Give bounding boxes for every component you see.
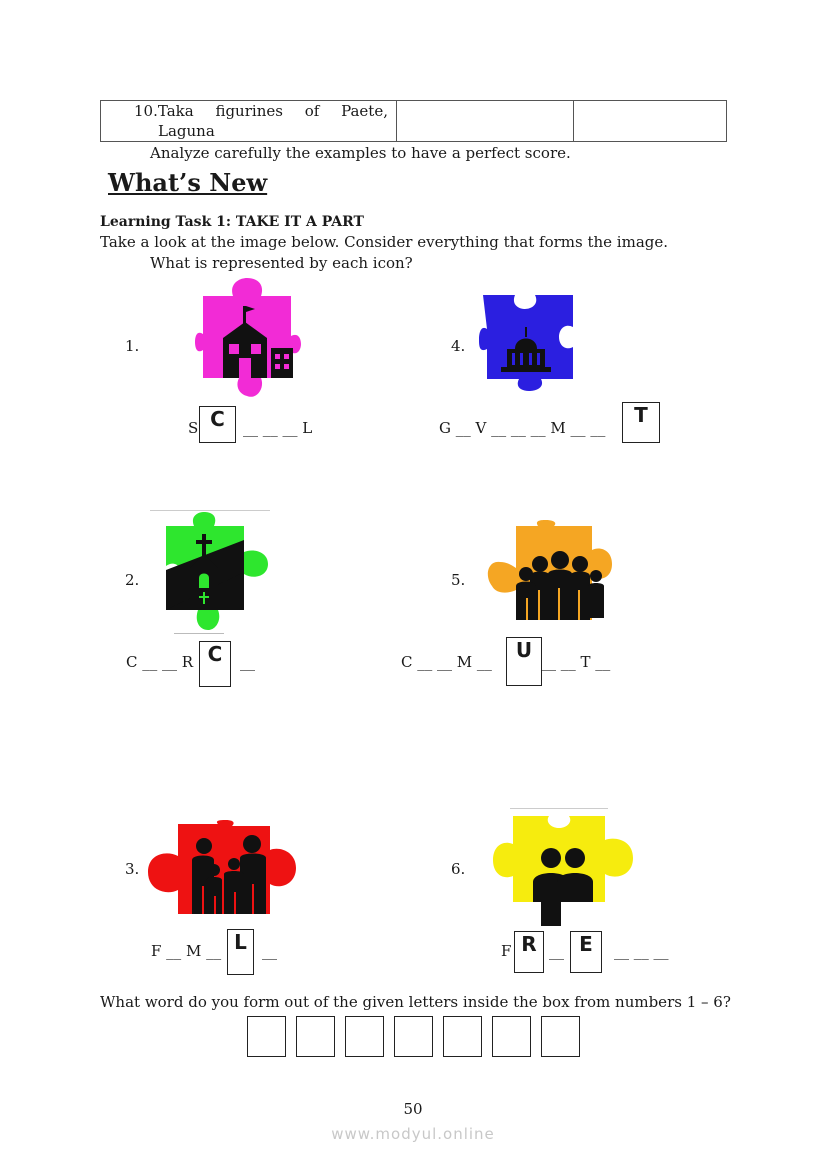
word-part: C __ __ R	[126, 653, 194, 671]
letter-box: C	[199, 406, 236, 443]
item-word: Taka	[157, 102, 194, 120]
answer-box[interactable]	[345, 1016, 384, 1057]
answer-box[interactable]	[247, 1016, 286, 1057]
word-part: S	[188, 419, 199, 437]
word-part: __ __ T __	[541, 653, 611, 671]
item-number: 2.	[125, 571, 140, 589]
page-number: 50	[403, 1100, 423, 1118]
school-icon	[195, 278, 301, 400]
divider	[174, 633, 224, 634]
word-part: __	[262, 942, 277, 960]
table-cell-line1	[134, 102, 388, 120]
item-number: 5.	[451, 571, 466, 589]
item-number: 4.	[451, 337, 466, 355]
item-number: 10.	[134, 102, 158, 120]
government-building-icon	[479, 291, 575, 391]
answer-box[interactable]	[296, 1016, 335, 1057]
letter-box: L	[227, 929, 254, 975]
word-part: __ __ __	[614, 942, 669, 960]
word-part: G __ V __ __ __ M __ __	[439, 419, 606, 437]
letter-box: R	[514, 931, 544, 973]
word-part: __ __ __ L	[243, 419, 313, 437]
item-number: 3.	[125, 860, 140, 878]
watermark: www.modyul.online	[331, 1125, 495, 1143]
table-cell-empty	[397, 101, 574, 141]
question-text: What word do you form out of the given letters inside the box from numbers 1 – 6?	[100, 993, 731, 1011]
answer-box[interactable]	[541, 1016, 580, 1057]
letter-box: T	[622, 402, 660, 443]
word-part: __	[549, 942, 564, 960]
item-word: of	[304, 102, 320, 120]
item-number: 6.	[451, 860, 466, 878]
divider	[510, 808, 608, 809]
divider	[150, 510, 270, 511]
word-part: F	[501, 942, 512, 960]
word-part: F __ M __	[151, 942, 222, 960]
church-icon	[164, 512, 268, 632]
answer-box[interactable]	[492, 1016, 531, 1057]
instruction-text: Analyze carefully the examples to have a perfect score.	[150, 144, 571, 162]
answer-box[interactable]	[443, 1016, 482, 1057]
item-word: figurines	[215, 102, 283, 120]
answer-box[interactable]	[394, 1016, 433, 1057]
intro-line-1: Take a look at the image below. Consider everything that forms the image.	[100, 233, 669, 251]
community-icon	[482, 520, 612, 624]
table-cell-line2: Laguna	[158, 122, 215, 140]
friends-icon	[493, 812, 637, 930]
word-part: C __ __ M __	[401, 653, 492, 671]
intro-line-2: What is represented by each icon?	[150, 254, 413, 272]
letter-box: U	[506, 637, 542, 686]
family-icon	[148, 820, 296, 914]
letter-box: C	[199, 641, 231, 687]
table-row	[100, 100, 727, 142]
section-heading: What’s New	[108, 168, 268, 197]
table-cell-item	[101, 101, 397, 141]
letter-box: E	[570, 931, 602, 973]
item-word: Paete,	[341, 102, 388, 120]
word-part: __	[240, 653, 255, 671]
item-number: 1.	[125, 337, 140, 355]
task-title: Learning Task 1: TAKE IT A PART	[100, 214, 364, 230]
